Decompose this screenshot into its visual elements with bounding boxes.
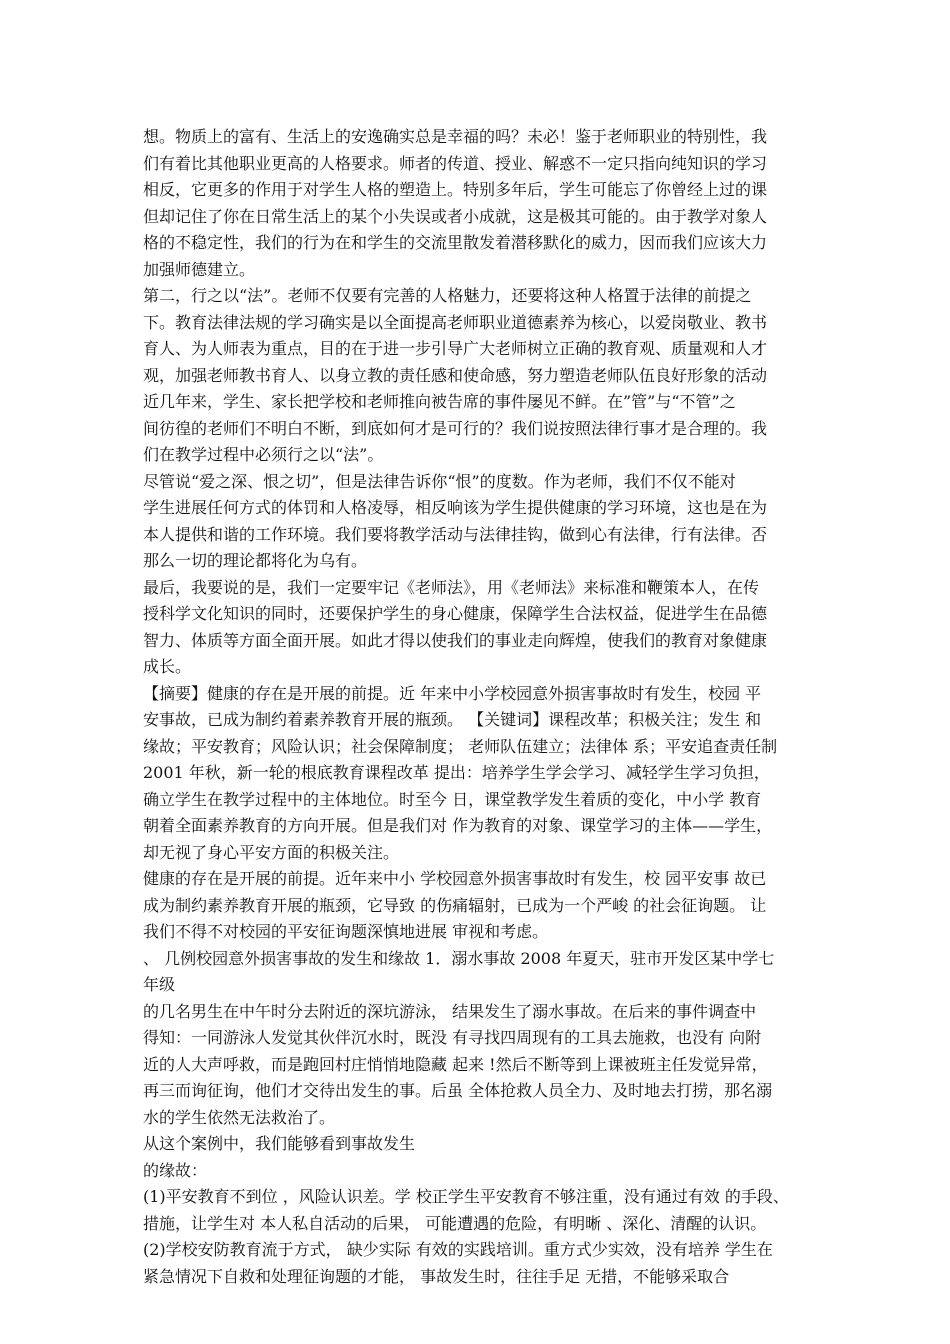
text-line: (2)学校安防教育流于方式， 缺少实际 有效的实践培训。重方式少实效，没有培养 学生在 <box>143 1240 773 1259</box>
text-line: 成长。 <box>143 657 192 676</box>
text-line: 的几名男生在中午时分去附近的深坑游泳， 结果发生了溺水事故。在后来的事件调查中 <box>143 1001 757 1021</box>
text-line: 成为制约素养教育开展的瓶颈，它导致 的伤痛辐射，已成为一个严峻 的社会征询题。 让 <box>143 895 767 915</box>
text-line: 健康的存在是开展的前提。近年来中小 学校园意外损害事故时有发生，校 园平安事 故已 <box>143 869 767 888</box>
text-line: 那么一切的理论都将化为乌有。 <box>143 551 368 570</box>
document-body <box>143 124 833 1290</box>
text-line: 想。物质上的富有、生活上的安逸确实总是幸福的吗？未必！鉴于老师职业的特别性，我 <box>143 127 768 146</box>
text-line: 授科学文化知识的同时，还要保护学生的身心健康，保障学生合法权益，促进学生在品德 <box>143 604 768 623</box>
text-line: 的缘故： <box>143 1160 208 1180</box>
text-line: 得知：一同游泳人发觉其伙伴沉水时，既没 有寻找四周现有的工具去施救，也没有 向附 <box>143 1028 762 1047</box>
text-line: 间彷徨的老师们不明白不断，到底如何才是可行的？我们说按照法律行事才是合理的。我 <box>143 418 768 438</box>
text-line: 安事故，已成为制约着素养教育开展的瓶颈。 【关键词】课程改革；积极关注；发生 和 <box>143 710 762 729</box>
text-line: 、 几例校园意外损害事故的发生和缘故 1．溺水事故 2008 年夏天，驻市开发区某中学七 <box>143 948 775 968</box>
text-line: 近的人大声呼救，而是跑回村庄悄悄地隐藏 起来 !然后不断等到上课被班主任发觉异常， <box>143 1054 768 1074</box>
text-line: 近几年来，学生、家长把学校和老师推向被告席的事件屡见不鲜。在”管”与“不管”之 <box>143 392 736 411</box>
text-line: 缘故；平安教育；风险认识；社会保障制度； 老师队伍建立；法律体 系；平安追查责任制 <box>143 736 778 756</box>
text-line: 们在教学过程中必须行之以“法”。 <box>143 445 384 464</box>
text-line: 却无视了身心平安方面的积极关注。 <box>143 842 400 862</box>
text-line: 我们不得不对校园的平安征询题深慎地进展 审视和考虑。 <box>143 922 549 941</box>
text-line: 确立学生在教学过程中的主体地位。时至今 日，课堂教学发生着质的变化，中小学 教育 <box>143 789 762 809</box>
text-line: 相反，它更多的作用于对学生人格的塑造上。特别多年后，学生可能忘了你曾经上过的课 <box>143 180 768 199</box>
text-line: 再三而询征询，他们才交待出发生的事。后虽 全体抢救人员全力、及时地去打捞，那名溺 <box>143 1081 773 1100</box>
text-line: 尽管说“爱之深、恨之切”，但是法律告诉你“恨”的度数。作为老师，我们不仅不能对 <box>143 471 736 491</box>
text-line: 加强师德建立。 <box>143 259 256 279</box>
text-line: 【摘要】健康的存在是开展的前提。近 年来中小学校园意外损害事故时有发生，校园 平 <box>143 683 762 703</box>
text-line: 育人、为人师表为重点，目的在于进一步引导广大老师树立正确的教育观、质量观和人才 <box>143 339 768 358</box>
text-line: 下。教育法律法规的学习确实是以全面提高老师职业道德素养为核心，以爱岗敬业、教书 <box>143 312 768 332</box>
text-line: (1)平安教育不到位 ，风险认识差。学 校正学生平安教育不够注重，没有通过有效 的手段、 <box>143 1187 789 1206</box>
text-line: 紧急情况下自救和处理征询题的才能， 事故发生时，往往手足 无措，不能够采取合 <box>143 1266 730 1286</box>
text-line: 2001 年秋，新一轮的根底教育课程改革 提出：培养学生学会学习、减轻学生学习负担， <box>143 763 770 782</box>
text-line: 智力、体质等方面全面开展。如此才得以使我们的事业走向辉煌，使我们的教育对象健康 <box>143 630 768 650</box>
text-line: 年级 <box>143 975 176 994</box>
text-line: 措施，让学生对 本人私自活动的后果， 可能遭遇的危险，有明晰 、深化、清醒的认识。 <box>143 1213 767 1233</box>
text-line: 水的学生依然无法救治了。 <box>143 1107 336 1127</box>
text-line: 最后，我要说的是，我们一定要牢记《老师法》，用《老师法》来标准和鞭策本人，在传 <box>143 577 760 597</box>
text-line: 格的不稳定性，我们的行为在和学生的交流里散发着潜移默化的威力，因而我们应该大力 <box>143 233 768 252</box>
text-line: 们有着比其他职业更高的人格要求。师者的传道、授业、解惑不一定只指向纯知识的学习 <box>143 153 768 173</box>
text-line: 本人提供和谐的工作环境。我们要将教学活动与法律挂钩，做到心有法律，行有法律。否 <box>143 524 768 544</box>
text-line: 第二，行之以“法”。老师不仅要有完善的人格魅力，还要将这种人格置于法律的前提之 <box>143 286 752 305</box>
text-line: 观，加强老师教书育人、以身立教的责任感和使命感，努力塑造老师队伍良好形象的活动 <box>143 365 768 385</box>
text-line: 朝着全面素养教育的方向开展。但是我们对 作为教育的对象、课堂学习的主体——学生， <box>143 816 773 835</box>
text-line: 学生进展任何方式的体罚和人格凌辱，相反响该为学生提供健康的学习环境，这也是在为 <box>143 498 768 517</box>
text-line: 但却记住了你在日常生活上的某个小失误或者小成就，这是极其可能的。由于教学对象人 <box>143 206 768 226</box>
text-line: 从这个案例中，我们能够看到事故发生 <box>143 1134 416 1153</box>
